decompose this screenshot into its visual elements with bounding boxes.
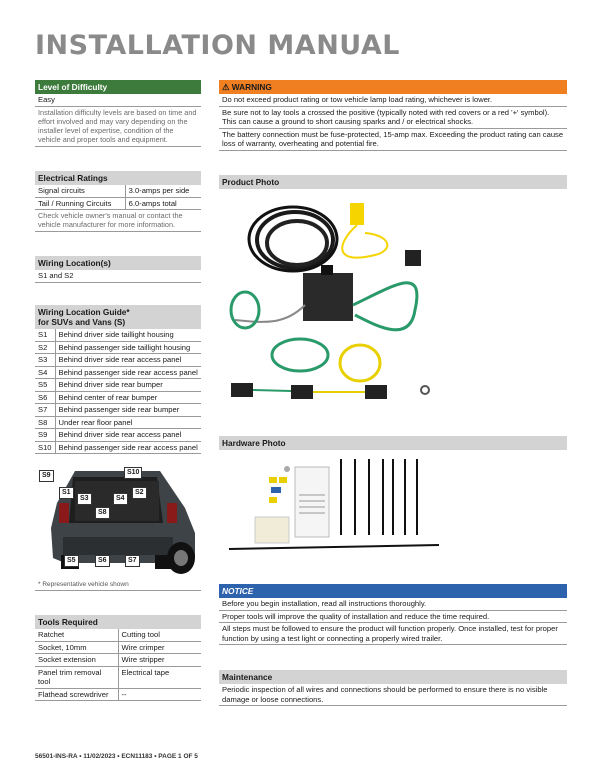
table-row — [35, 404, 201, 417]
location-guide-heading-line2: for SUVs and Vans (S) — [38, 317, 126, 327]
table-row — [35, 329, 201, 341]
warning-heading — [219, 80, 567, 94]
vehicle-label-s6: S6 — [95, 555, 110, 567]
tools-heading: Tools Required — [35, 615, 201, 629]
maintenance-text: Periodic inspection of all wires and connections should be performed to ensure there is no visible damage or loose connections. — [219, 684, 567, 706]
vehicle-label-s2: S2 — [132, 487, 147, 499]
warning-triangle-icon: ⚠ — [222, 82, 230, 92]
difficulty-level: Easy — [35, 94, 201, 107]
electrical-value: 3.0-amps per side — [125, 185, 201, 197]
tool-item: Electrical tape — [118, 666, 201, 688]
location-desc: Behind driver side rear access panel — [55, 354, 201, 367]
location-desc: Behind passenger side rear access panel — [55, 441, 201, 454]
table-row — [35, 429, 201, 442]
hardware-photo-section — [219, 436, 567, 450]
tool-item: Flathead screwdriver — [35, 688, 118, 701]
location-desc: Under rear floor panel — [55, 416, 201, 429]
page-title: INSTALLATION MANUAL — [35, 30, 400, 61]
table-row — [35, 641, 201, 654]
table-row — [35, 441, 201, 454]
location-code: S5 — [35, 379, 55, 392]
difficulty-heading: Level of Difficulty — [35, 80, 201, 94]
wiring-location-heading: Wiring Location(s) — [35, 256, 201, 270]
tool-item: Wire stripper — [118, 654, 201, 667]
table-row — [35, 416, 201, 429]
vehicle-illustration — [35, 463, 201, 577]
table-row — [35, 666, 201, 688]
warning-line: Do not exceed product rating or tow vehicle lamp load rating, whichever is lower. — [219, 94, 567, 107]
electrical-label: Signal circuits — [35, 185, 125, 197]
location-code: S6 — [35, 391, 55, 404]
table-row — [35, 366, 201, 379]
location-code: S1 — [35, 329, 55, 341]
tool-item: -- — [118, 688, 201, 701]
location-guide-table — [35, 329, 201, 454]
vehicle-caption-box — [35, 579, 201, 591]
electrical-label: Tail / Running Circuits — [35, 197, 125, 210]
location-desc: Behind driver side rear access panel — [55, 429, 201, 442]
electrical-value: 6.0-amps total — [125, 197, 201, 210]
location-guide-heading — [35, 305, 201, 329]
notice-section — [219, 584, 567, 645]
location-desc: Behind passenger side taillight housing — [55, 341, 201, 354]
tools-section — [35, 615, 201, 701]
vehicle-label-s8: S8 — [95, 507, 110, 519]
warning-line: Be sure not to lay tools a crossed the positive (typically noted with red covers or a red '+' symbol). This can cause a ground to short causing sparks and / or electrical shocks. — [219, 107, 567, 129]
location-code: S7 — [35, 404, 55, 417]
table-row — [35, 341, 201, 354]
vehicle-label-s5: S5 — [64, 555, 79, 567]
table-row — [35, 185, 201, 197]
product-photo — [225, 195, 561, 425]
electrical-section — [35, 171, 201, 232]
location-code: S4 — [35, 366, 55, 379]
hardware-items-icon — [225, 455, 561, 563]
vehicle-caption: * Representative vehicle shown — [38, 581, 129, 588]
notice-line: Proper tools will improve the quality of installation and reduce the time required. — [219, 611, 567, 624]
notice-line: All steps must be followed to ensure the product will function properly. Once installed, test for proper function by using a test light or connecting a properly wired trailer. — [219, 623, 567, 645]
location-desc: Behind driver side rear bumper — [55, 379, 201, 392]
tool-item: Socket extension — [35, 654, 118, 667]
tool-item: Ratchet — [35, 629, 118, 641]
table-row — [35, 629, 201, 641]
electrical-note: Check vehicle owner's manual or contact the vehicle manufacturer for more information. — [35, 210, 201, 232]
hardware-photo-heading: Hardware Photo — [219, 436, 567, 450]
wiring-location-section — [35, 256, 201, 283]
difficulty-section — [35, 80, 201, 147]
table-row — [35, 654, 201, 667]
difficulty-note: Installation difficulty levels are based on time and effort involved and may vary depending on the installer level of expertise, condition of the vehicle and proper tools and equipment. — [35, 107, 201, 147]
vehicle-label-s1: S1 — [59, 487, 74, 499]
location-code: S2 — [35, 341, 55, 354]
table-row — [35, 391, 201, 404]
table-row — [35, 688, 201, 701]
electrical-table — [35, 185, 201, 210]
hardware-photo — [225, 455, 561, 563]
tools-table — [35, 629, 201, 701]
vehicle-label-s3: S3 — [77, 493, 92, 505]
table-row — [35, 354, 201, 367]
warning-line: The battery connection must be fuse-protected, 15-amp max. Exceeding the product rating can cause loss of warranty, overheating and potential fire. — [219, 129, 567, 151]
tool-item: Socket, 10mm — [35, 641, 118, 654]
warning-heading-text: WARNING — [231, 82, 272, 92]
location-guide-heading-line1: Wiring Location Guide* — [38, 307, 130, 317]
notice-heading: NOTICE — [219, 584, 567, 598]
location-code: S3 — [35, 354, 55, 367]
location-desc: Behind passenger side rear bumper — [55, 404, 201, 417]
location-guide-section — [35, 305, 201, 454]
maintenance-heading: Maintenance — [219, 670, 567, 684]
location-code: S8 — [35, 416, 55, 429]
location-desc: Behind driver side taillight housing — [55, 329, 201, 341]
wiring-location-value: S1 and S2 — [35, 270, 201, 283]
vehicle-label-s4: S4 — [113, 493, 128, 505]
tool-item: Wire crimper — [118, 641, 201, 654]
vehicle-label-s9: S9 — [39, 470, 54, 482]
wiring-harness-icon — [225, 195, 561, 425]
notice-line: Before you begin installation, read all instructions thoroughly. — [219, 598, 567, 611]
location-code: S10 — [35, 441, 55, 454]
suv-rear-icon — [35, 463, 201, 577]
electrical-heading: Electrical Ratings — [35, 171, 201, 185]
table-row — [35, 197, 201, 210]
location-code: S9 — [35, 429, 55, 442]
warning-section — [219, 80, 567, 151]
location-desc: Behind center of rear bumper — [55, 391, 201, 404]
tool-item: Panel trim removal tool — [35, 666, 118, 688]
table-row — [35, 379, 201, 392]
vehicle-label-s7: S7 — [125, 555, 140, 567]
location-desc: Behind passenger side rear access panel — [55, 366, 201, 379]
product-photo-section — [219, 175, 567, 189]
product-photo-heading: Product Photo — [219, 175, 567, 189]
page-footer: 56501-INS-RA • 11/02/2023 • ECN11183 • PAGE 1 OF 5 — [35, 753, 198, 760]
vehicle-label-s10: S10 — [124, 467, 142, 479]
maintenance-section — [219, 670, 567, 706]
tool-item: Cutting tool — [118, 629, 201, 641]
